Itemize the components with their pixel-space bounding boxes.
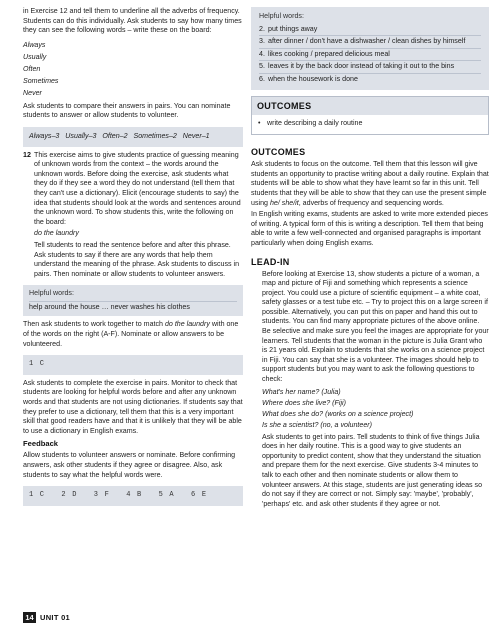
pairs-work-text [23, 320, 243, 349]
adverb-counts: Always–3 Usually–3 Often–2 Sometimes–2 Never–1 [29, 131, 210, 140]
helpful-item-number: 2. [259, 24, 265, 33]
leadin-paragraph-1: Before looking at Exercise 13, show students a picture of a woman, a map and picture of Fiji and something which represents a science project. You could use a picture of scientific equipment – a white coat, safety glasses or a test tube etc. – Try to project this on a large screen if possible. Alternatively, you can put this on paper and hand this out to students. You can find many appropriate pictures of the above online. Be selective and make sure you feel the images are appropriate for your learners. Tell students that the woman in the picture is Julia Grant who is 21 years old. Explain to students that she works on a science project in Fiji. You can say that she is a volunteer. The images should help to support students but you may want to ask the following questions to check: [262, 269, 489, 384]
answer-box-1 [23, 355, 243, 375]
feedback-heading: Feedback [23, 439, 59, 449]
helpful-item [259, 48, 481, 60]
helpful-item-text: put things away [268, 24, 318, 33]
pairs-work-italic: do the laundry [164, 320, 210, 329]
helpful-item-text: leaves it by the back door instead of taking it out to the bins [268, 62, 455, 71]
outcomes-heading: OUTCOMES [251, 147, 306, 158]
adverb-list [23, 39, 243, 99]
helpful-words-box-right [251, 7, 489, 90]
laundry-text: Tell students to read the sentence before and after this phrase. Ask students to say if there are any words that help them understand the meaning of the phrase. Ask students to discuss in pairs. Then nominate or allow students to volunteer answers. [34, 240, 240, 278]
helpful-words-text: help around the house … never washes his clothes [29, 301, 237, 313]
exercise-12 [23, 151, 243, 280]
exercise-12-text: This exercise aims to give students practice of guessing meaning of unknown words from the context – the words around the unknown words. Before doing the exercise, ask students what they do if they see a word they do not understand (tell them that they can't use a dictionary). Elicit (encourage students to say) the idea that students should look at the words and sentences around the unknown word. To show students this, write the following on the board: [34, 150, 241, 226]
pairs-work-before: Then ask students to work together to match [23, 320, 165, 329]
outcomes-paragraph-2: In English writing exams, students are asked to write more extended pieces of writing. A typical form of this is writing a description. Tell them that being able to write a few well-connected and organised paragraphs is important particularly when doing English exams. [251, 210, 488, 247]
outcomes-box-body [252, 115, 488, 135]
helpful-item-number: 4. [259, 49, 265, 58]
outcomes-box-item: write describing a daily routine [267, 118, 363, 127]
left-column [23, 7, 243, 506]
helpful-item-number: 3. [259, 37, 265, 46]
adverb-never: Never [23, 88, 42, 97]
helpful-words-title-right: Helpful words: [259, 12, 304, 20]
bullet-icon: • [258, 118, 261, 127]
intro-text: in Exercise 12 and tell them to underline all the adverbs of frequency. Students can do this individually. Ask students to say how many times they can see the following words – write these on the board: [23, 7, 242, 35]
helpful-item [259, 24, 481, 35]
answer-box-all [23, 486, 243, 506]
helpful-words-list [259, 24, 481, 85]
pairs-work-after: with one of the words on the right (A-F). Nominate or allow answers to be volunteered. [23, 320, 239, 348]
answer-1: 1 C [29, 360, 46, 369]
complete-text: Ask students to complete the exercise in pairs. Monitor to check that students are looking for helpful words before and after any unknown words and that students are not using dictionaries. If students say that they prefer to use a dictionary, tell them that this is a very important skill that good readers have and that it is unlikely that they will be able to use a dictionary in English exams. [23, 378, 243, 435]
leadin-paragraph-2: Ask students to get into pairs. Tell students to think of five things Julia does in her daily routine. This is a good way to give students an opportunity to predict content, show that they understand the situation and prepare them for the next exercise. Give students 3-4 minutes to talk to each other and then nominate students or allow them to volunteer answers. At this stage, students are just generating ideas so do not say if they are correct or not. Simply say: 'maybe', 'probably', 'perhaps' etc. and ask other students if they agree or not. [262, 432, 483, 508]
page-footer [23, 612, 70, 623]
leadin-heading: LEAD-IN [251, 256, 290, 267]
answers-all: 1 C 2 D 3 F 4 B 5 A 6 E [29, 491, 208, 500]
exercise-number: 12 [23, 150, 31, 159]
feedback-text: Allow students to volunteer answers or nominate. Before confirming answers, ask other students if they agree or disagree. Also, ask students to say what the helpful words were. [23, 451, 236, 479]
helpful-item [259, 73, 481, 85]
helpful-item-text: after dinner / don't have a dishwasher / clean dishes by himself [268, 37, 466, 46]
pairs-text: Ask students to compare their answers in pairs. You can nominate students to answer or allow students to volunteer. [23, 101, 231, 120]
adverb-usually: Usually [23, 52, 47, 61]
helpful-words-box [23, 285, 243, 316]
outcomes-box-title: OUTCOMES [252, 97, 488, 115]
question-3: What does she do? (works on a science project) [262, 409, 414, 418]
outcomes-p1-after: , adverbs of frequency and sequencing words. [298, 198, 444, 207]
laundry-phrase: do the laundry [34, 229, 79, 238]
question-1: What's her name? (Julia) [262, 387, 341, 396]
question-2: Where does she live? (Fiji) [262, 398, 346, 407]
adverb-often: Often [23, 64, 41, 73]
helpful-item-text: likes cooking / prepared delicious meal [268, 49, 390, 58]
adverb-always: Always [23, 40, 46, 49]
page-number: 14 [23, 612, 36, 623]
outcomes-p1-italic: he/ she/it [269, 198, 299, 207]
outcomes-p1-before: Ask students to focus on the outcome. Tell them that this lesson will give students an opportunity to practise writing about a daily routine. Explain that students will be able to show what they have learnt so far in this unit. Tell students that they will be able to show that they can use the present simple using [251, 160, 489, 207]
adverb-sometimes: Sometimes [23, 76, 59, 85]
helpful-words-title: Helpful words: [29, 289, 74, 298]
leadin-body [251, 270, 489, 510]
helpful-item [259, 35, 481, 47]
helpful-item-number: 6. [259, 74, 265, 83]
outcomes-paragraph-1 [251, 160, 489, 208]
right-column [251, 7, 489, 509]
helpful-item [259, 60, 481, 72]
question-4: Is she a scientist? (no, a volunteer) [262, 420, 373, 429]
unit-label: UNIT 01 [40, 613, 71, 622]
adverb-count-box [23, 127, 243, 147]
helpful-item-number: 5. [259, 62, 265, 71]
outcomes-box [251, 96, 489, 136]
helpful-item-text: when the housework is done [268, 74, 358, 83]
